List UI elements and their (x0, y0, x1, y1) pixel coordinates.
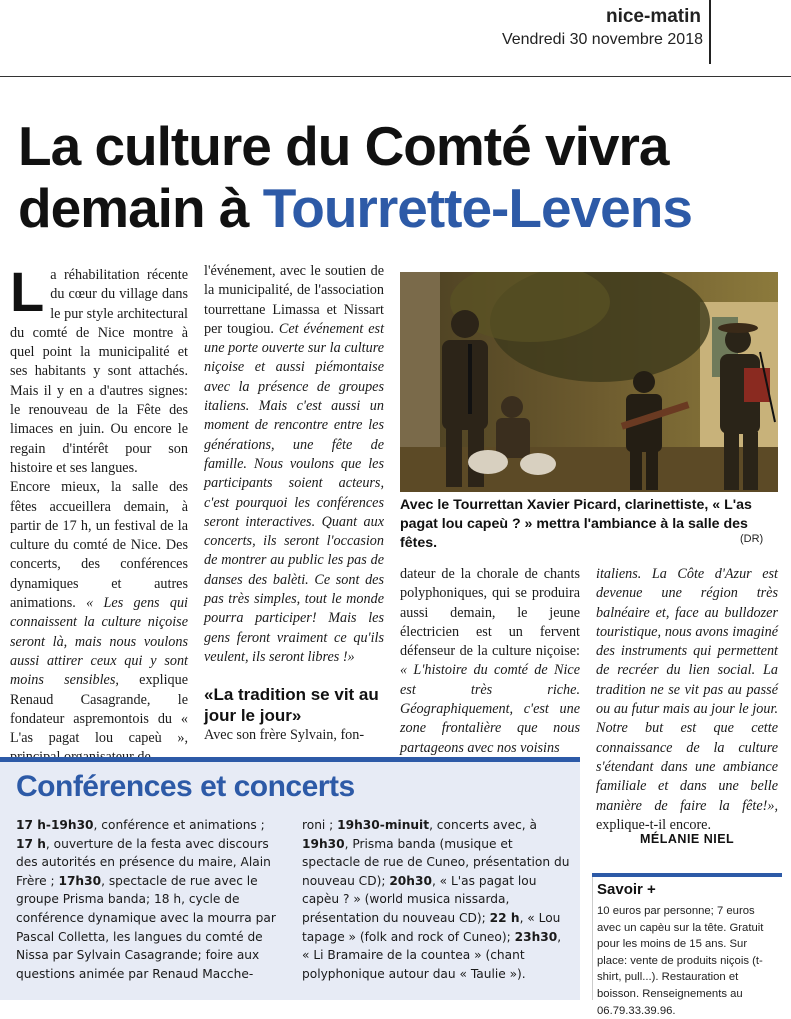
publication-date: Vendredi 30 novembre 2018 (501, 31, 703, 48)
concerts-box-bar (0, 757, 580, 762)
concerts-program-right (302, 816, 570, 983)
newspaper-name: nice-matin (605, 6, 701, 27)
quote-history: « L'histoire du comté de Nice est très riche. Géographiquement, c'est une zone frontalière que nous partageons avec nos voisins (400, 662, 580, 756)
time-label: 20h30 (389, 873, 432, 888)
time-label: 17 h (16, 836, 46, 851)
column-2-paragraph (204, 262, 384, 667)
program-item: , « Li Bramaire de la countea » (chant polyphonique autour dau « Taulie »). (302, 929, 562, 981)
headline (18, 115, 788, 239)
subheading: «La tradition se vit au jour le jour» (204, 685, 379, 725)
article-column-3 (400, 565, 580, 758)
column-2-end: Avec son frère Sylvain, fon- (204, 727, 365, 743)
paragraph-2-text: Encore mieux, la salle des fêtes accueillera demain, à partir de 17 h, un festival de la culture du comté de Nice. Des concerts, des conférences dynamiques et autres animations. (10, 479, 188, 612)
info-box-title: Savoir + (597, 881, 656, 898)
program-item: , « L'as pagat lou capèu ? » (world musica nissarda, présentation du nouveau CD); (302, 873, 537, 925)
time-label: 19h30-minuit (337, 818, 430, 832)
program-item: roni ; (302, 818, 334, 832)
program-item: , concerts avec, à (429, 818, 538, 832)
intro-paragraph (10, 260, 188, 478)
info-box-bar (592, 873, 782, 877)
paragraph-2-end: explique Renaud Casagrande, le fondateur aspremontois du « L'as pagat lou capeù », (10, 672, 188, 747)
time-label: 22 h (489, 910, 520, 925)
article-column-2 (204, 262, 384, 667)
program-item: , ouverture de la festa avec discours des autorités en présence du maire, Alain Frère ; (16, 836, 271, 888)
page-header (0, 0, 791, 78)
article-column-1 (10, 260, 188, 768)
time-label: 19h30 (302, 836, 345, 851)
quote-casagrande: « Les gens qui connaissent la culture niçoise seront là, mais nous voulons aussi attirer ceux qui y sont moins sensibles, (10, 595, 188, 689)
info-box-text: 10 euros par personne; 7 euros avec un capèu sur la tête. Gratuit pour les moins de 15 ans. Sur place: vente de produits niçois (t-shirt, pull...). Restauration et boisson. Renseignements au 06.79.33.39.96. (597, 905, 764, 1017)
header-divider (709, 0, 711, 64)
article-column-4 (596, 565, 778, 835)
photo-caption: Avec le Tourrettan Xavier Picard, clarinettiste, « L'as pagat lou capeù ? » mettra l'ambiance à la salle des fêtes. (400, 497, 752, 551)
band-photo-image (400, 272, 778, 492)
program-item: , conférence et animations ; (93, 818, 265, 832)
header-rule (0, 76, 791, 77)
column-2-text: l'événement, avec le soutien de la municipalité, de l'association tourrettane Limassa et Nissart per tougiou. (204, 263, 384, 337)
column-3-paragraph (400, 565, 580, 758)
headline-place: Tourrette-Levens (262, 177, 692, 239)
headline-part1: La culture du Comté vivra demain à (18, 115, 669, 239)
drop-cap: L (10, 260, 45, 323)
column-4-end: explique-t-il encore. (596, 816, 712, 833)
author-signature: MÉLANIE NIEL (640, 832, 735, 846)
program-item: , Prisma banda (musique et spectacle de rue de Cuneo, présentation du nouveau CD); (302, 836, 570, 888)
column-3-text: dateur de la chorale de chants polyphoniques, qui se produira aussi demain, le jeune électricien est un fervent défenseur de la culture niçoise: (400, 566, 580, 660)
concerts-program-left (16, 816, 284, 983)
concerts-title: Conférences et concerts (16, 770, 355, 803)
program-item: , spectacle de rue avec le groupe Prisma banda; 18 h, cycle de conférence dynamique avec la mourra par Pascal Colletta, les langues du comté de Nissa par Sylvain Casagrande; foire aux questions animée par Renaud Macche- (16, 873, 276, 981)
program-item: , « Lou tapage » (folk and rock of Cuneo); (302, 910, 561, 944)
paragraph-2 (10, 478, 188, 767)
time-label: 17h30 (58, 873, 102, 888)
intro-text: a réhabilitation récente du cœur du village dans le pur style architectural du comté de Nice montre à quel point la municipalité et ses habitants y sont attachés. Mais il y en a d'autres signes: le renouveau de la Fête des limaces en juin. Ou encore le regain d'intérêt pour son histoire et ses langues. (10, 267, 188, 476)
quote-tradition: italiens. La Côte d'Azur est devenue une région très balnéaire et, face au bulldozer touristique, nous avons imaginé des instruments qui permettent de recréer du lien social. La tradition ne se vit pas au passé ou au futur mais au jour le jour. Notre but est que cette connaissance de la culture s'étendant dans une ambiance familiale et dans une belle manière de faire la fête!», (596, 566, 778, 814)
quote-organizer: Cet événement est une porte ouverte sur la culture niçoise et aussi piémontaise avec la présence de groupes italiens. Mais c'est aussi un moment de rencontre entre les générations, une fête de famille. Nous voulons que les participants soient acteurs, c'est pourquoi les conférences seront interactives. Quant aux concerts, ils seront l'occasion de montrer au public les pas de danses des balèti. Ce sont des pas très simples, tout le monde pourra participer! Mais les gens feront vraiment ce qu'ils veulent, ils seront libres !» (204, 320, 385, 665)
time-label: 17 h-19h30 (16, 818, 94, 832)
column-4-paragraph (596, 565, 778, 835)
band-photo (400, 272, 778, 492)
photo-credit: (DR) (740, 533, 764, 545)
time-label: 23h30 (514, 929, 558, 944)
